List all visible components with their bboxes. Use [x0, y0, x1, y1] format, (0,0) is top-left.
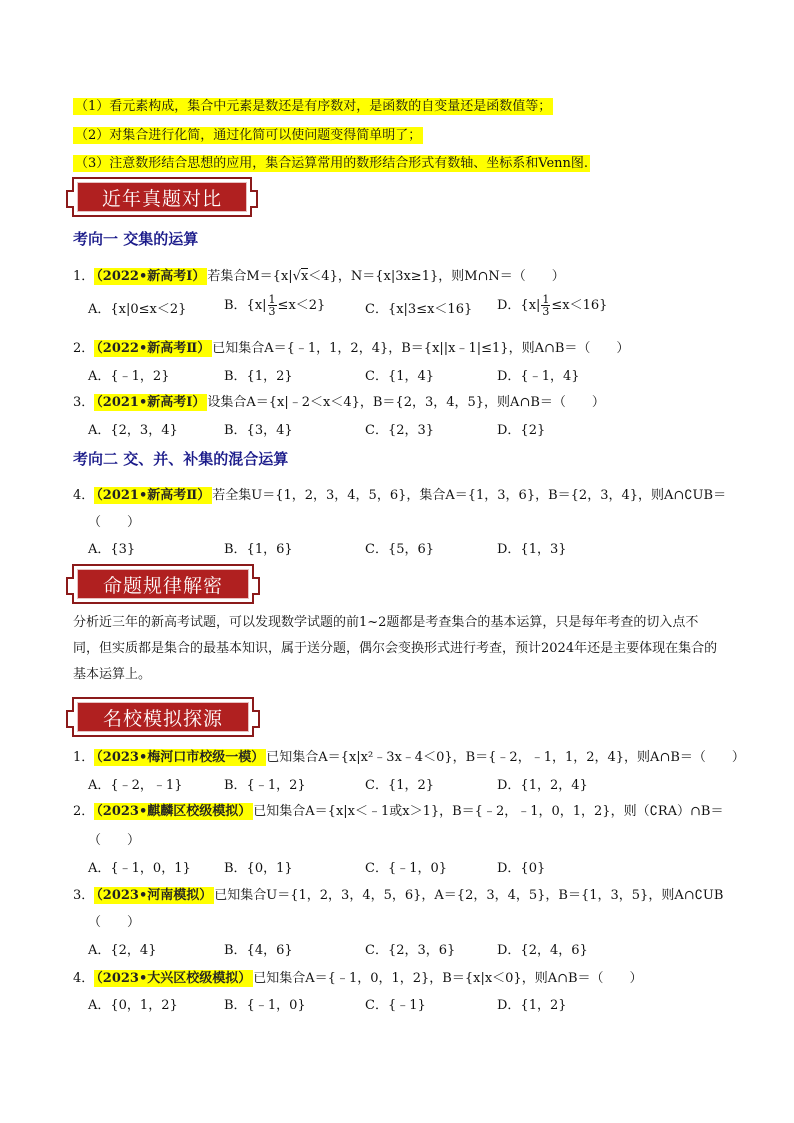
mock-question-4: 4． （2023•大兴区校级模拟） 已知集合A＝{﹣1，0，1，2}，B＝{x|x＜0}，则A∩B＝（ ） [73, 971, 643, 986]
question-source: （2021•新高考Ⅱ） [96, 488, 211, 503]
m4-option-d[interactable]: D．{1，2} [497, 998, 567, 1013]
m3-option-c[interactable]: C．{2，3，6} [365, 943, 456, 958]
q4-option-c[interactable]: C．{5，6} [365, 542, 435, 557]
m1-option-a[interactable]: A．{﹣2，﹣1} [88, 778, 183, 793]
m1-option-c[interactable]: C．{1，2} [365, 778, 435, 793]
m2-option-b[interactable]: B．{0，1} [224, 861, 293, 876]
q2-option-d[interactable]: D．{﹣1，4} [497, 369, 580, 384]
mock-question-2: 2． （2023•麒麟区校级模拟） 已知集合A＝{x|x＜﹣1或x＞1}，B＝{﹣2，﹣1，0，1，2}，则（∁RA）∩B＝ [73, 804, 724, 819]
question-3: 3． （2021•新高考Ⅰ） 设集合A＝{x|﹣2＜x＜4}，B＝{2，3，4，5}，则A∩B＝（ ） [73, 395, 605, 410]
m1-option-b[interactable]: B．{﹣1，2} [224, 778, 306, 793]
tip-2: （2）对集合进行化简，通过化简可以使问题变得简单明了； [75, 128, 422, 143]
q1-option-d[interactable]: D．{x| $\frac{1}{3}$ ≤x＜16} [497, 293, 608, 318]
q1-option-a[interactable]: A．{x|0≤x＜2} [88, 302, 187, 317]
q2-option-c[interactable]: C．{1，4} [365, 369, 435, 384]
question-source: （2022•新高考Ⅱ） [96, 341, 211, 356]
q4-option-b[interactable]: B．{1，6} [224, 542, 293, 557]
question-4: 4． （2021•新高考Ⅱ） 若全集U＝{1，2，3，4，5，6}，集合A＝{1，3，6}，B＝{2，3，4}，则A∩∁UB＝ [73, 488, 727, 503]
tip-1: （1）看元素构成，集合中元素是数还是有序数对，是函数的自变量还是函数值等； [75, 99, 552, 114]
q1-option-c[interactable]: C．{x|3≤x＜16} [365, 302, 473, 317]
mock-question-3: 3． （2023•河南模拟） 已知集合U＝{1，2，3，4，5，6}，A＝{2，3，4，5}，B＝{1，3，5}，则A∩∁UB [73, 888, 724, 903]
banner-mock-exams: 名校模拟探源 [72, 697, 254, 737]
m3-option-a[interactable]: A．{2，4} [88, 943, 157, 958]
q2-option-b[interactable]: B．{1，2} [224, 369, 293, 384]
q3-option-a[interactable]: A．{2，3，4} [88, 423, 178, 438]
banner-pattern-analysis: 命题规律解密 [72, 564, 254, 604]
question-1: 1． （2022•新高考Ⅰ） 若集合M＝{x|√x＜4}，N＝{x|3x≥1}，则M∩N＝（ ） [73, 269, 565, 284]
fraction: $\frac{1}{3}$ [542, 293, 550, 318]
mock-question-1: 1． （2023•梅河口市校级一模） 已知集合A＝{x|x²﹣3x﹣4＜0}，B＝{﹣2，﹣1，1，2，4}，则A∩B＝（ ） [73, 750, 745, 765]
m1-option-d[interactable]: D．{1，2，4} [497, 778, 588, 793]
question-source: （2023•梅河口市校级一模） [96, 750, 265, 765]
q1-option-b[interactable]: B．{x| $\frac{1}{3}$ ≤x＜2} [224, 293, 326, 318]
question-source: （2022•新高考Ⅰ） [96, 269, 206, 284]
q3-option-c[interactable]: C．{2，3} [365, 423, 435, 438]
section-intersection: 考向一 交集的运算 [73, 230, 199, 248]
q3-option-d[interactable]: D．{2} [497, 423, 546, 438]
m2-option-a[interactable]: A．{﹣1，0，1} [88, 861, 191, 876]
mock-question-2-paren: （ ） [88, 833, 141, 848]
question-source: （2023•麒麟区校级模拟） [96, 804, 252, 819]
m3-option-d[interactable]: D．{2，4，6} [497, 943, 588, 958]
q4-option-a[interactable]: A．{3} [88, 542, 136, 557]
question-source: （2021•新高考Ⅰ） [96, 395, 206, 410]
m4-option-c[interactable]: C．{﹣1} [365, 998, 426, 1013]
question-source: （2023•河南模拟） [96, 888, 213, 903]
m4-option-a[interactable]: A．{0，1，2} [88, 998, 178, 1013]
tip-3: （3）注意数形结合思想的应用，集合运算常用的数形结合形式有数轴、坐标系和Venn图. [75, 156, 589, 171]
analysis-paragraph: 分析近三年的新高考试题，可以发现数学试题的前1~2题都是考查集合的基本运算，只是每年考查的切入点不同，但实质都是集合的最基本知识，属于送分题，偶尔会变换形式进行考查，预计2024年还是主要体现在集合的基本运算上。 [73, 615, 718, 682]
fraction: $\frac{1}{3}$ [268, 293, 276, 318]
m4-option-b[interactable]: B．{﹣1，0} [224, 998, 306, 1013]
m3-option-b[interactable]: B．{4，6} [224, 943, 293, 958]
q4-option-d[interactable]: D．{1，3} [497, 542, 567, 557]
question-2: 2． （2022•新高考Ⅱ） 已知集合A＝{﹣1，1，2，4}，B＝{x||x﹣1|≤1}，则A∩B＝（ ） [73, 341, 630, 356]
question-4-paren: （ ） [88, 515, 141, 530]
m2-option-d[interactable]: D．{0} [497, 861, 546, 876]
sqrt-symbol: √ [292, 269, 301, 284]
q2-option-a[interactable]: A．{﹣1，2} [88, 369, 170, 384]
banner-recent-exams: 近年真题对比 [72, 177, 252, 217]
mock-question-3-paren: （ ） [88, 915, 141, 930]
m2-option-c[interactable]: C．{﹣1，0} [365, 861, 448, 876]
q3-option-b[interactable]: B．{3，4} [224, 423, 293, 438]
question-source: （2023•大兴区校级模拟） [96, 971, 252, 986]
section-mixed-operations: 考向二 交、并、补集的混合运算 [73, 450, 289, 468]
